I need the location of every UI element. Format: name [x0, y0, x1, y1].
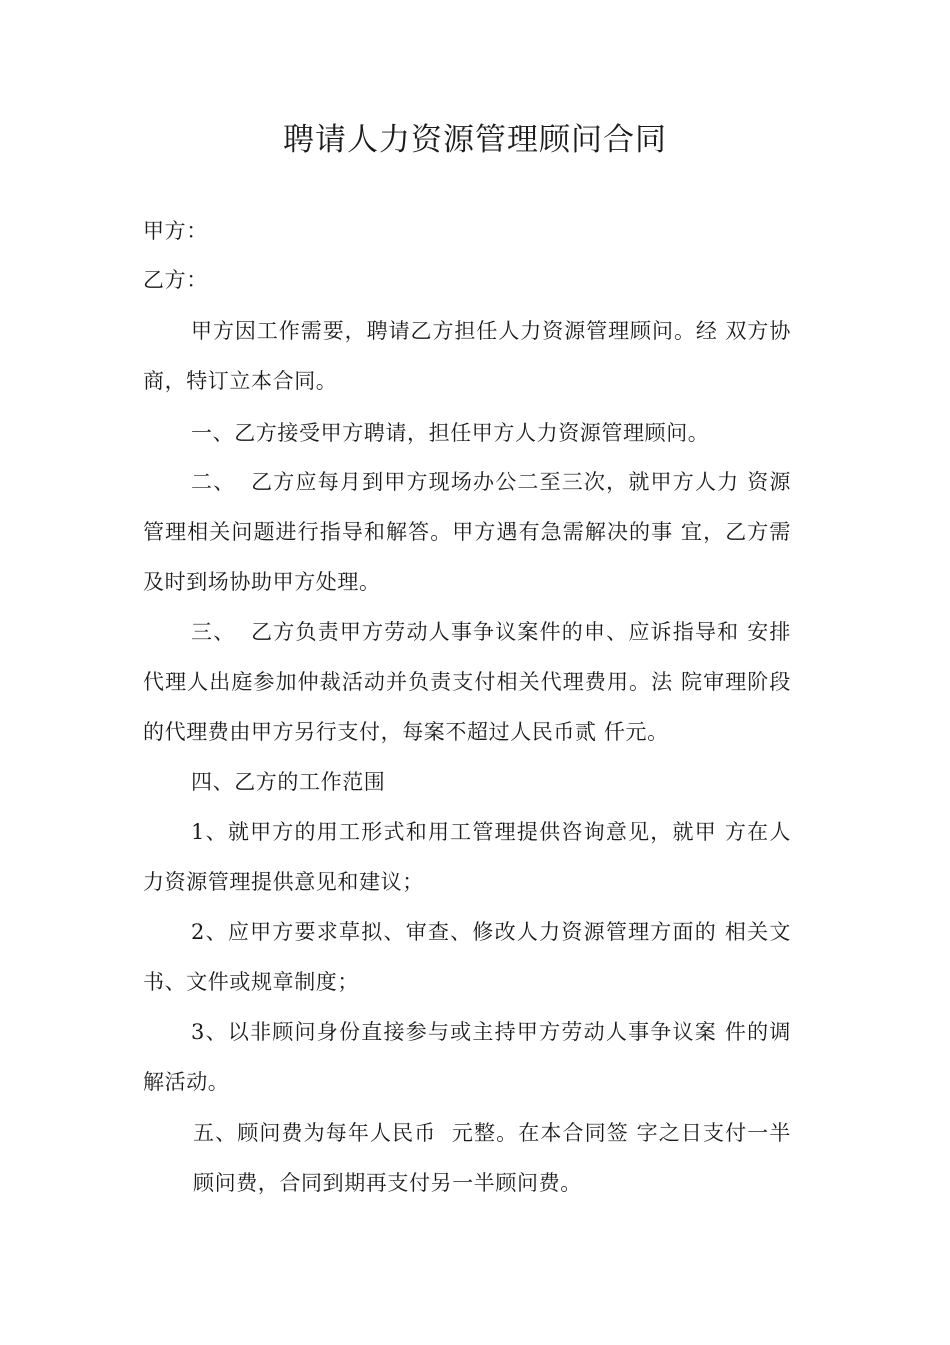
clause-2: 二、 乙方应每月到甲方现场办公二至三次，就甲方人力 资源管理相关问题进行指导和解答。甲方遇有急需解决的事 宜，乙方需及时到场协助甲方处理。: [143, 470, 791, 594]
party-a-line: 甲方：: [143, 219, 208, 243]
clause-3: 三、 乙方负责甲方劳动人事争议案件的申、应诉指导和 安排代理人出庭参加仲裁活动并负责支付相关代理费用。法 院审理阶段的代理费由甲方另行支付，每案不超过人民币贰 仟元。: [143, 620, 791, 744]
clause-4-item-3: 3、以非顾问身份直接参与或主持甲方劳动人事争议案 件的调解活动。: [143, 1020, 791, 1094]
clause-4-item-1: 1、就甲方的用工形式和用工管理提供咨询意见，就甲 方在人力资源管理提供意见和建议；: [143, 820, 791, 894]
clause-5: 五、顾问费为每年人民币 元整。在本合同签 字之日支付一半顾问费，合同到期再支付另一半顾问费。: [193, 1121, 791, 1195]
clause-4-item-2: 2、应甲方要求草拟、审查、修改人力资源管理方面的 相关文书、文件或规章制度；: [143, 920, 791, 994]
party-b-line: 乙方：: [143, 268, 208, 292]
clause-1: 一、乙方接受甲方聘请，担任甲方人力资源管理顾问。: [191, 421, 710, 445]
intro-paragraph: 甲方因工作需要，聘请乙方担任人力资源管理顾问。经 双方协商，特订立本合同。: [143, 319, 791, 393]
document-title: 聘请人力资源管理顾问合同: [283, 122, 667, 158]
clause-4-heading: 四、乙方的工作范围: [191, 770, 386, 794]
